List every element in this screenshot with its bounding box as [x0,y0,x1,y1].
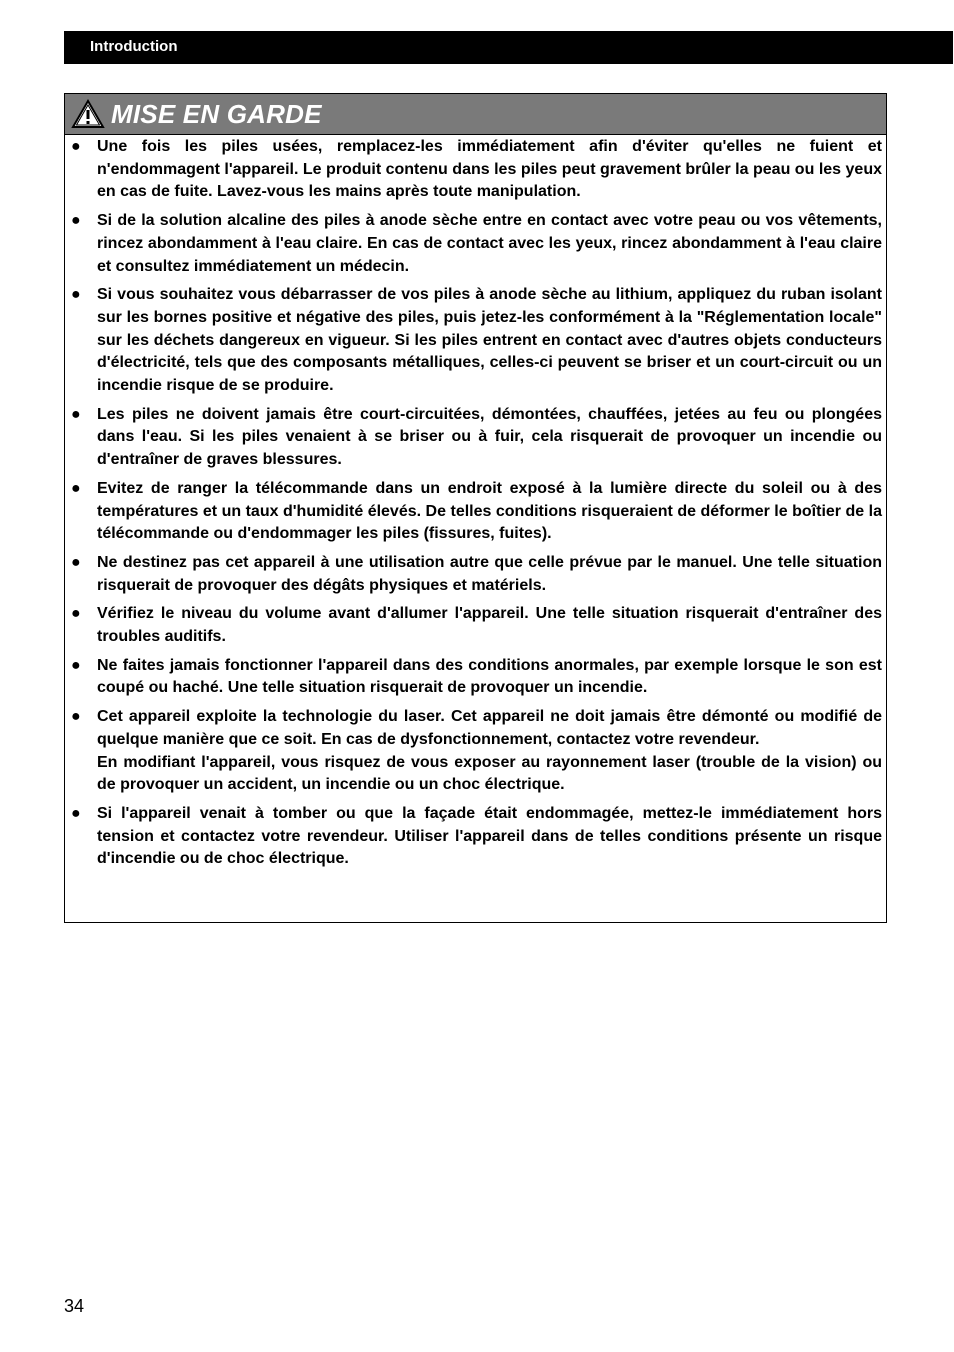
bullet-icon: ● [71,708,81,726]
list-item [71,404,882,472]
item-text: Cet appareil exploite la technologie du laser. Cet appareil ne doit jamais être démonté ou modifié de quelque manière que ce soit. En cas de dysfonctionnement, contactez votre revendeur. [97,708,882,748]
item-text: Si l'appareil venait à tomber ou que la façade était endommagée, mettez-le immédiatement hors tension et contactez votre revendeur. Utiliser l'appareil dans de telles conditions présente un risque d'incendie ou de choc électrique. [97,804,882,868]
item-text: Vérifiez le niveau du volume avant d'allumer l'appareil. Une telle situation risquerait d'entraîner des troubles auditifs. [97,605,882,646]
warning-triangle-icon [71,99,105,129]
bullet-icon: ● [71,553,81,571]
list-item [71,478,882,546]
bullet-icon: ● [71,804,81,822]
bullet-icon: ● [71,212,81,230]
warning-header [65,94,886,135]
item-text: Une fois les piles usées, remplacez-les immédiatement afin d'éviter qu'elles ne fuient et n'endommagent l'appareil. Le produit contenu dans les piles peut gravement brûler la peau ou les yeux en cas de fuite. Lavez-vous les mains après toute manipulation. [97,138,882,201]
bullet-icon: ● [71,656,81,674]
bullet-icon: ● [71,405,81,423]
bullet-icon: ● [71,479,81,497]
section-header-bar [64,31,953,64]
bullet-icon: ● [71,286,81,304]
item-text-continued: En modifiant l'appareil, vous risquez de vous exposer au rayonnement laser (trouble de la vision) ou de provoquer un accident, un incendie ou un choc électrique. [97,753,882,794]
section-title: Introduction [90,38,178,55]
page-number: 34 [64,1296,85,1316]
list-item [71,136,882,204]
list-item [71,706,882,797]
list-item [71,552,882,597]
list-item [71,803,882,871]
item-text: Si de la solution alcaline des piles à anode sèche entre en contact avec votre peau ou vos vêtements, rincez abondamment à l'eau claire. En cas de contact avec les yeux, rincez abondamment à l'eau claire et consultez immédiatement un médecin. [97,212,882,275]
bullet-icon: ● [71,605,81,623]
list-item [71,210,882,278]
list-item [71,284,882,398]
item-text: Ne faites jamais fonctionner l'appareil dans des conditions anormales, par exemple lorsque le son est coupé ou haché. Une telle situation risquerait de provoquer un incendie. [97,656,882,697]
item-text: Les piles ne doivent jamais être court-circuitées, démontées, chauffées, jetées au feu ou plongées dans l'eau. Si les piles venaient à se briser ou à fuir, cela risquerait de provoquer un incendie ou d'entraîner de graves blessures. [97,405,882,469]
item-text: Ne destinez pas cet appareil à une utilisation autre que celle prévue par le manuel. Une telle situation risquerait de provoquer des dégâts physiques et matériels. [97,553,882,594]
warning-title: MISE EN GARDE [111,98,322,129]
list-item [71,655,882,700]
warning-box [64,93,887,923]
warning-list [65,136,886,871]
bullet-icon: ● [71,138,81,155]
item-text: Si vous souhaitez vous débarrasser de vos piles à anode sèche au lithium, appliquez du ruban isolant sur les bornes positive et négative des piles, puis jetez-les conformément à la "Réglementation locale" sur les déchets dangereux en vigueur. Si les piles entrent en contact avec d'autres objets conducteurs d'électricité, tels que des composants métalliques, celles-ci peuvent se briser et un court-circuit ou un incendie risque de se produire. [97,286,882,395]
list-item [71,603,882,648]
item-text: Evitez de ranger la télécommande dans un endroit exposé à la lumière directe du soleil ou à des températures et un taux d'humidité élevés. De telles conditions risqueraient de déformer le boîtier de la télécommande ou d'endommager les piles (fissures, fuites). [97,479,882,543]
